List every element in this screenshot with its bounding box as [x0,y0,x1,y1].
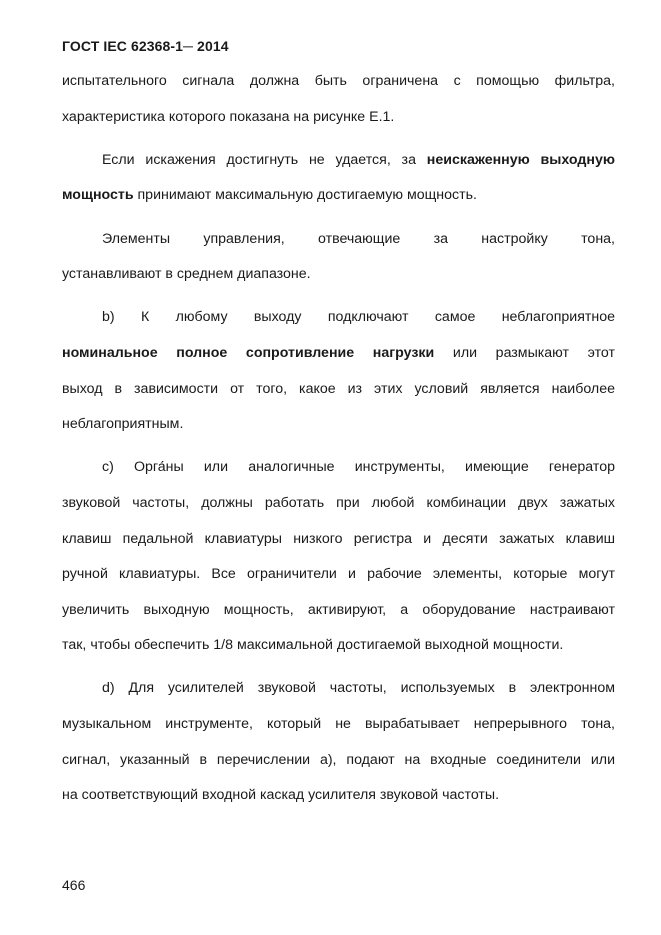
text-line [62,178,615,214]
text-line [62,143,615,179]
text-line: музыкальном инструменте, который не вырабатывает непрерывного тона, [62,716,615,733]
text-line: клавиш педальной клавиатуры низкого регистра и десяти зажатых клавиш [62,530,615,547]
text-line: на соответствующий входной каскад усилителя звуковой частоты. [62,787,500,804]
text-line: выход в зависимости от того, какое из этих условий является наиболее [62,380,615,397]
text-line: так, чтобы обеспечить 1/8 максимальной достигаемой выходной мощности. [62,637,564,654]
text-line: увеличить выходную мощность, активируют, а оборудование настраивают [62,601,615,618]
document-header: ГОСТ IEC 62368-1─ 2014 [62,38,229,54]
text-line: устанавливают в среднем диапазоне. [62,266,311,283]
document-body [62,64,615,814]
text-run: Если искажения достигнуть не удается, за [102,151,427,168]
text-line: b) К любому выходу подключают самое неблагоприятное [102,309,615,326]
text-line [62,336,615,372]
term-bold: мощность [62,187,134,204]
term-bold: неискаженную выходную [426,151,615,168]
text-line: сигнал, указанный в перечислении а), подают на входные соединители или [62,751,615,768]
text-line: d) Для усилителей звуковой частоты, используемых в электронном [102,680,615,697]
text-line: звуковой частоты, должны работать при любой комбинации двух зажатых [62,494,615,511]
text-line: ручной клавиатуры. Все ограничители и рабочие элементы, которые могут [62,566,615,583]
text-line: с) Орга́ны или аналогичные инструменты, имеющие генератор [102,459,615,476]
text-line: испытательного сигнала должна быть ограничена с помощью фильтра, [62,73,615,89]
text-line: характеристика которого показана на рисунке Е.1. [62,108,395,125]
text-line: Элементы управления, отвечающие за настройку тона, [102,230,615,247]
page-number: 466 [62,877,86,893]
text-run: принимают максимальную достигаемую мощность. [133,187,477,204]
text-run: или размыкают этот [434,344,615,361]
term-bold: номинальное полное сопротивление нагрузки [62,344,435,361]
text-line: неблагоприятным. [62,416,184,433]
